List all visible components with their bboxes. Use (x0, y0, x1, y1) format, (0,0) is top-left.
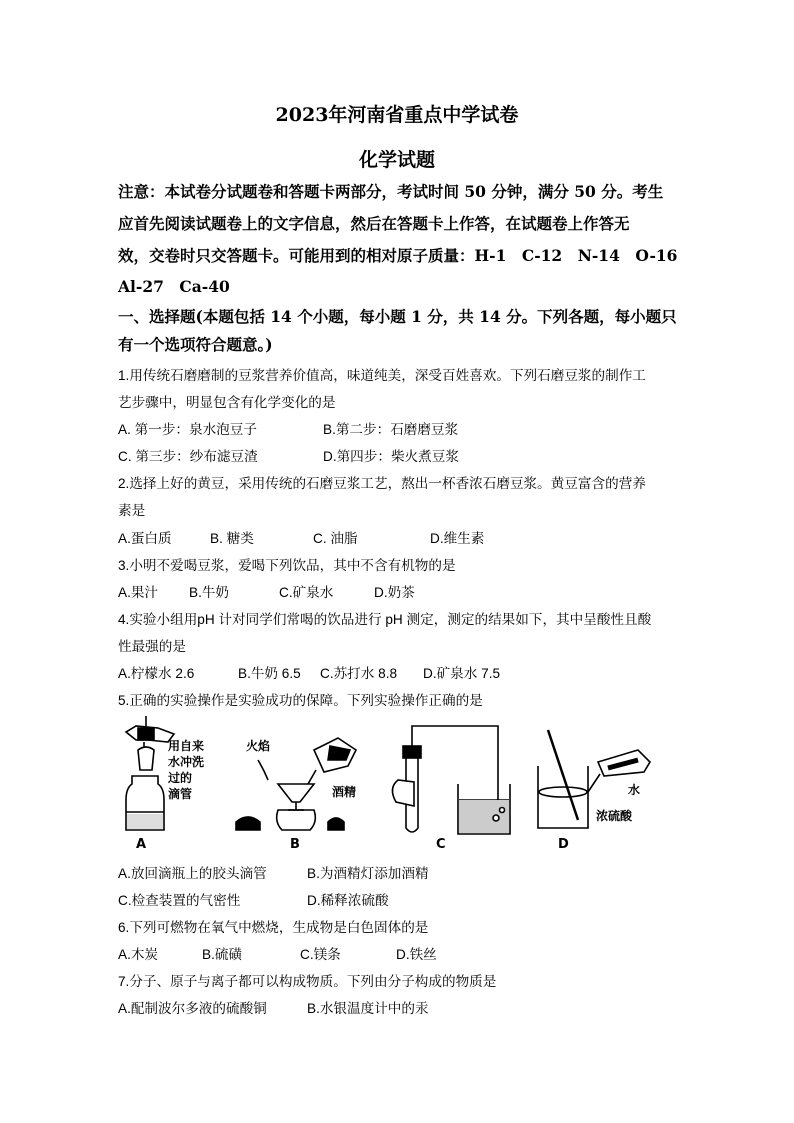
option-c: C.矿泉水 (279, 585, 334, 600)
option-d: D.奶茶 (374, 585, 415, 600)
acid-dilution-illustration (538, 730, 650, 850)
dropper-bottle-illustration (126, 716, 204, 850)
question-stem: 素是 (118, 503, 146, 518)
question-stem: 艺步骤中，明显包含有化学变化的是 (118, 395, 336, 410)
label-dropper-line: 过的 (168, 771, 193, 785)
option-c: C.苏打水 8.8 (320, 666, 398, 681)
option-a: A.木炭 (118, 947, 159, 962)
question-stem: 2.选择上好的黄豆，采用传统的石磨豆浆工艺，熬出一杯香浓石磨豆浆。黄豆富含的营养 (118, 476, 646, 491)
notice-line: Al-27 Ca-40 (118, 277, 230, 296)
option-c: C.检查装置的气密性 (118, 893, 241, 908)
figure-letter-a: A (136, 837, 147, 850)
option-a: A.放回滴瓶上的胶头滴管 (118, 866, 267, 881)
option-b: B.牛奶 (189, 585, 230, 600)
option-d: D.稀释浓硫酸 (307, 893, 389, 908)
label-dropper-line: 用自来 (168, 739, 205, 753)
section-heading-line: 有一个选项符合题意。) (118, 335, 273, 354)
option-a: A.蛋白质 (118, 531, 172, 546)
section-heading-line: 一、选择题(本题包括 14 个小题，每小题 1 分，共 14 分。下列各题，每小题只 (118, 307, 677, 326)
option-b: B.为酒精灯添加酒精 (307, 866, 429, 881)
option-a: A. 第一步：泉水泡豆子 (118, 422, 257, 437)
question-stem: 5.正确的实验操作是实验成功的保障。下列实验操作正确的是 (118, 693, 483, 708)
question-stem: 3.小明不爱喝豆浆，爱喝下列饮品，其中不含有机物的是 (118, 558, 456, 573)
option-c: C. 第三步：纱布滤豆渣 (118, 449, 258, 464)
question-stem: 1.用传统石磨磨制的豆浆营养价值高，味道纯美，深受百姓喜欢。下列石磨豆浆的制作工 (118, 368, 646, 383)
figure-letter-c: C (436, 837, 446, 850)
option-d: D.维生素 (430, 531, 485, 546)
option-c: C. 油脂 (313, 531, 358, 546)
question-stem: 6.下列可燃物在氧气中燃烧，生成物是白色固体的是 (118, 920, 429, 935)
question-stem: 7.分子、原子与离子都可以构成物质。下列由分子构成的物质是 (118, 974, 497, 989)
question-stem: 4.实验小组用pH 计对同学们常喝的饮品进行 pH 测定，测定的结果如下，其中呈酸性且酸 (118, 612, 652, 627)
figure-letter-d: D (558, 837, 569, 850)
alcohol-lamp-illustration (236, 738, 356, 850)
option-a: A.果汁 (118, 585, 159, 600)
option-b: B.第二步：石磨磨豆浆 (323, 422, 459, 437)
option-a: A.配制波尔多液的硫酸铜 (118, 1001, 267, 1016)
label-conc-acid: 浓硫酸 (596, 809, 633, 823)
exam-subtitle: 化学试题 (358, 149, 435, 171)
option-b: B.硫磺 (202, 947, 243, 962)
label-dropper-line: 水冲洗 (168, 755, 205, 769)
label-water: 水 (628, 783, 641, 797)
label-flame: 火焰 (246, 739, 271, 753)
label-dropper-line: 滴管 (168, 787, 193, 801)
option-d: D.矿泉水 7.5 (423, 666, 501, 681)
option-b: B. 糖类 (210, 531, 254, 546)
exam-title: 2023年河南省重点中学试卷 (275, 104, 519, 126)
option-d: D.第四步：柴火煮豆浆 (323, 449, 459, 464)
figure-letter-b: B (290, 837, 300, 850)
option-b: B.牛奶 6.5 (238, 666, 301, 681)
notice-line: 效，交卷时只交答题卡。可能用到的相对原子质量：H-1 C-12 N-14 O-16 (118, 246, 678, 265)
notice-line: 应首先阅读试题卷上的文字信息，然后在答题卡上作答，在试题卷上作答无 (118, 214, 630, 233)
notice-line: 注意：本试卷分试题卷和答题卡两部分，考试时间 50 分钟，满分 50 分。考生 (118, 182, 664, 201)
option-b: B.水银温度计中的汞 (307, 1001, 429, 1016)
option-d: D.铁丝 (396, 947, 437, 962)
airtightness-check-illustration (392, 726, 510, 850)
question-stem: 性最强的是 (118, 639, 186, 654)
option-a: A.柠檬水 2.6 (118, 666, 195, 681)
lab-operations-figure (118, 710, 678, 850)
option-c: C.镁条 (300, 947, 341, 962)
label-alcohol: 酒精 (332, 785, 357, 799)
